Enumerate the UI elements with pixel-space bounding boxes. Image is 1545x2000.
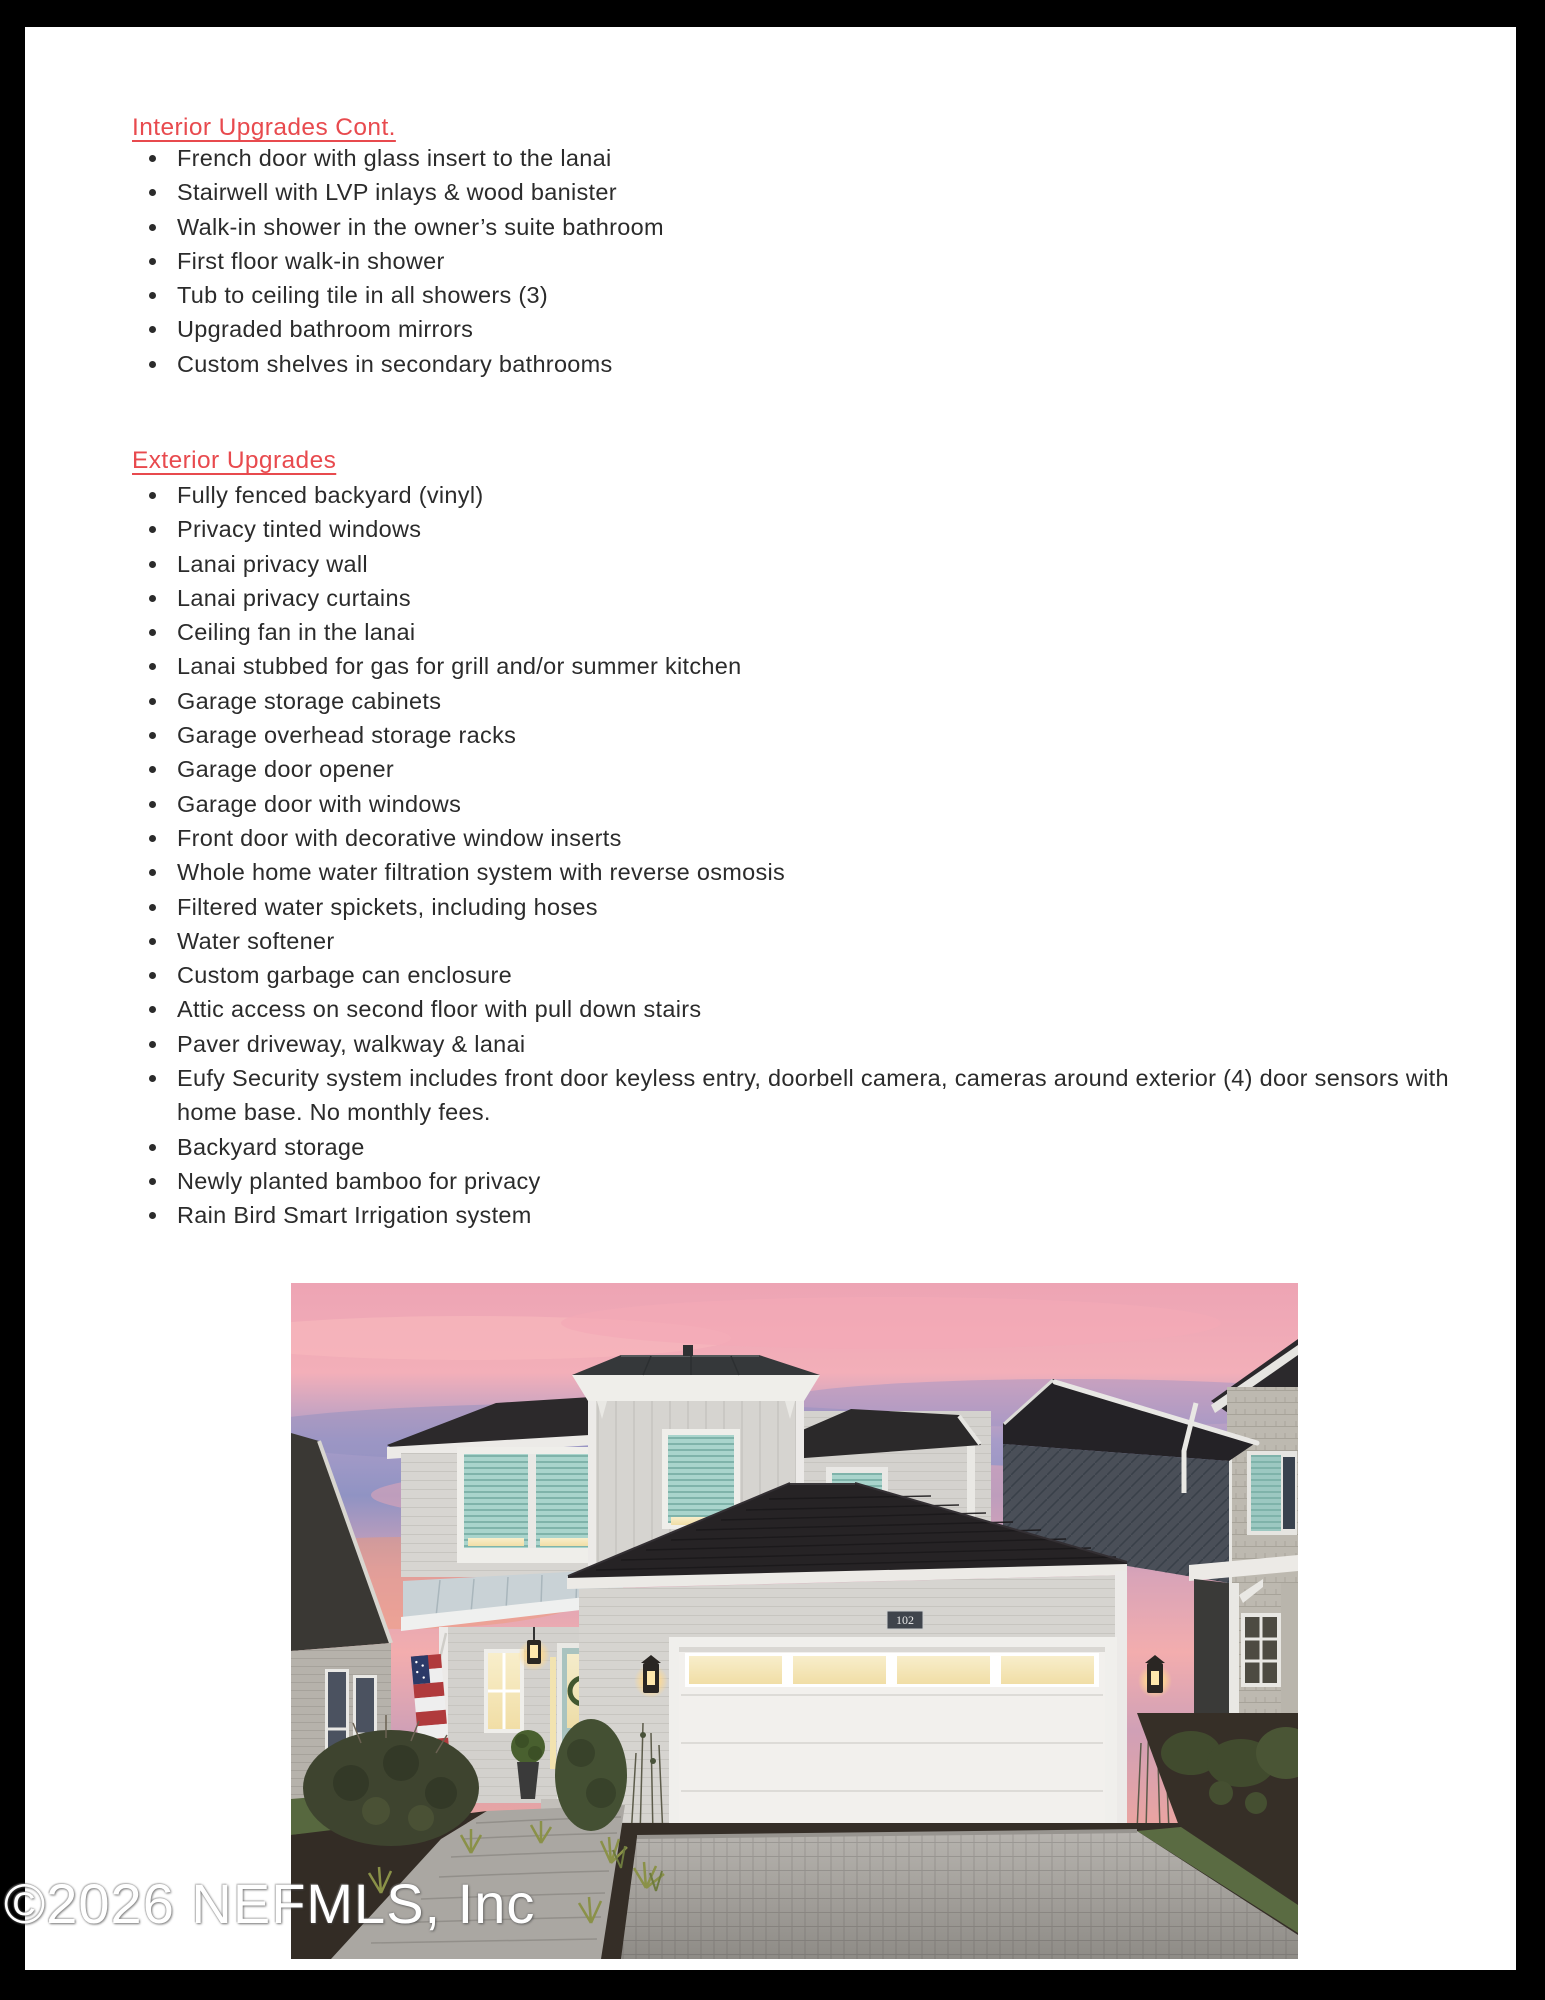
interior-upgrades-list bbox=[132, 141, 1497, 381]
list-item: Ceiling fan in the lanai bbox=[132, 615, 1497, 649]
mls-watermark: ©2026 NEFMLS, Inc bbox=[4, 1872, 536, 1935]
exterior-upgrades-list bbox=[132, 478, 1497, 1233]
list-item: Garage door with windows bbox=[132, 787, 1497, 821]
list-item: Filtered water spickets, including hoses bbox=[132, 890, 1497, 924]
list-item: Lanai privacy wall bbox=[132, 547, 1497, 581]
garage-door bbox=[669, 1637, 1117, 1839]
list-item: Tub to ceiling tile in all showers (3) bbox=[132, 278, 1497, 312]
list-item: French door with glass insert to the lanai bbox=[132, 141, 1497, 175]
svg-text:102: 102 bbox=[896, 1613, 914, 1627]
list-item: Whole home water filtration system with reverse osmosis bbox=[132, 855, 1497, 889]
list-item: Garage overhead storage racks bbox=[132, 718, 1497, 752]
list-item: Custom garbage can enclosure bbox=[132, 958, 1497, 992]
list-item: Eufy Security system includes front door keyless entry, doorbell camera, cameras around exterior (4) door sensors with home base. No monthly fees. bbox=[132, 1061, 1497, 1130]
list-item: Garage door opener bbox=[132, 752, 1497, 786]
list-item: Newly planted bamboo for privacy bbox=[132, 1164, 1497, 1198]
list-item: Paver driveway, walkway & lanai bbox=[132, 1027, 1497, 1061]
list-item: Lanai stubbed for gas for grill and/or summer kitchen bbox=[132, 649, 1497, 683]
list-item: Privacy tinted windows bbox=[132, 512, 1497, 546]
list-item: Water softener bbox=[132, 924, 1497, 958]
planter-shrub bbox=[511, 1730, 545, 1764]
list-item: Lanai privacy curtains bbox=[132, 581, 1497, 615]
section-heading-interior: Interior Upgrades Cont. bbox=[132, 114, 396, 141]
list-item: Garage storage cabinets bbox=[132, 684, 1497, 718]
list-item: First floor walk-in shower bbox=[132, 244, 1497, 278]
list-item: Walk-in shower in the owner’s suite bathroom bbox=[132, 210, 1497, 244]
list-item: Upgraded bathroom mirrors bbox=[132, 312, 1497, 346]
list-item: Front door with decorative window inserts bbox=[132, 821, 1497, 855]
list-item: Attic access on second floor with pull down stairs bbox=[132, 992, 1497, 1026]
list-item: Rain Bird Smart Irrigation system bbox=[132, 1198, 1497, 1232]
house-number-plaque bbox=[887, 1611, 923, 1629]
document-page bbox=[25, 27, 1516, 1970]
list-item: Backyard storage bbox=[132, 1130, 1497, 1164]
list-item: Fully fenced backyard (vinyl) bbox=[132, 478, 1497, 512]
walkway-bush bbox=[555, 1719, 627, 1831]
section-heading-exterior: Exterior Upgrades bbox=[132, 447, 337, 474]
house-photo bbox=[291, 1283, 1298, 1959]
list-item: Stairwell with LVP inlays & wood banister bbox=[132, 175, 1497, 209]
list-item: Custom shelves in secondary bathrooms bbox=[132, 347, 1497, 381]
garage-block bbox=[579, 1571, 1172, 1839]
